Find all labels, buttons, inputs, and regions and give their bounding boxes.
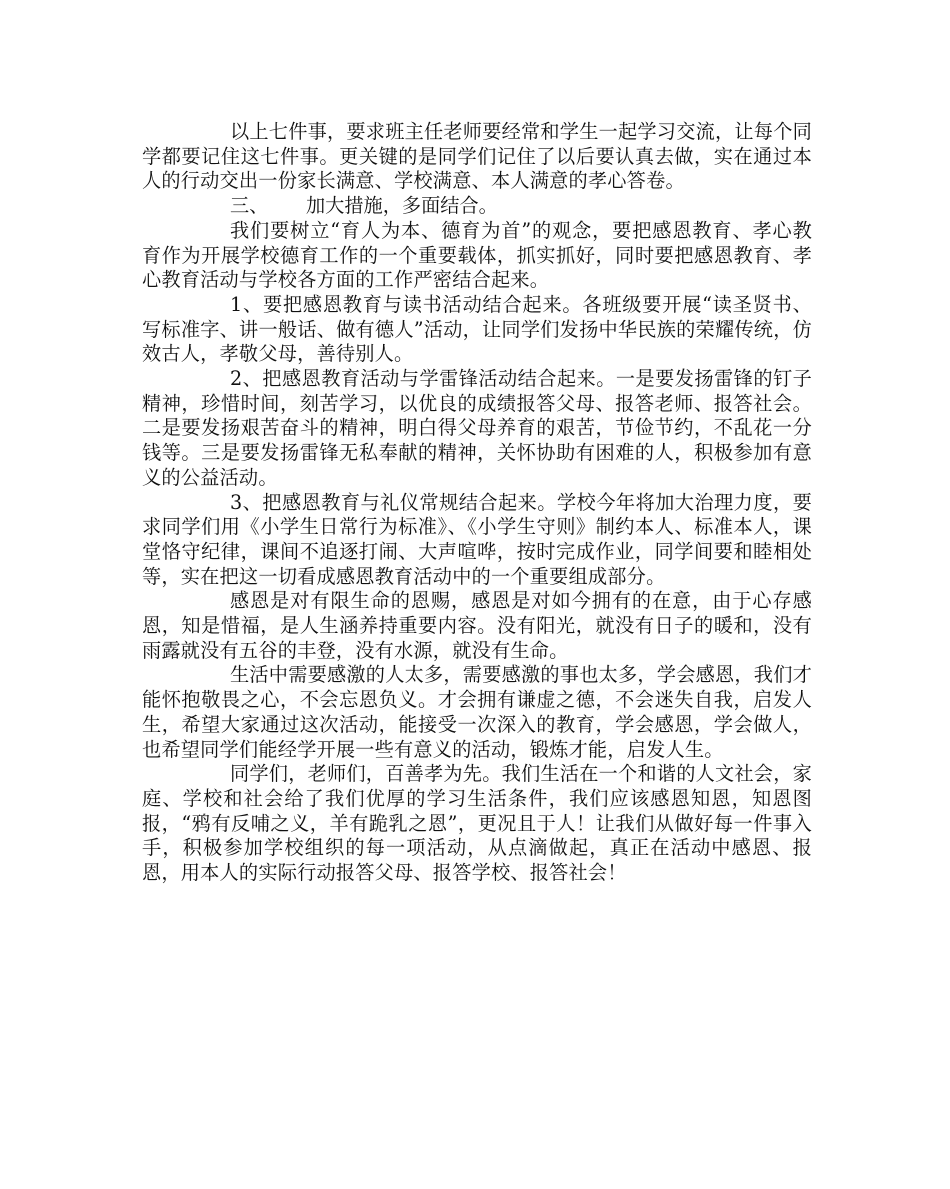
paragraph-item-2: 2、把感恩教育活动与学雷锋活动结合起来。一是要发扬雷锋的钉子精神，珍惜时间，刻苦学习，以优良的成绩报答父母、报答老师、报答社会。二是要发扬艰苦奋斗的精神，明白得父母养育的艰苦，节俭节约，不乱花一分钱等。三是要发扬雷锋无私奉献的精神，关怀协助有困难的人，积极参加有意义的公益活动。 [142, 367, 812, 489]
paragraph-closing: 同学们，老师们，百善孝为先。我们生活在一个和谐的人文社会，家庭、学校和社会给了我们优厚的学习生活条件，我们应该感恩知恩，知恩图报，“鸦有反哺之义，羊有跪乳之恩”，更况且于人！让我们从做好每一件事入手，积极参加学校组织的每一项活动，从点滴做起，真正在活动中感恩、报恩，用本人的实际行动报答父母、报答学校、报答社会！ [142, 762, 812, 885]
paragraph-gratitude: 感恩是对有限生命的恩赐，感恩是对如今拥有的在意，由于心存感恩，知是惜福，是人生涵养持重要内容。没有阳光，就没有日子的暖和，没有雨露就没有五谷的丰登，没有水源，就没有生命。 [142, 589, 812, 662]
document-page [142, 120, 812, 886]
paragraph-seven-things: 以上七件事，要求班主任老师要经常和学生一起学习交流，让每个同学都要记住这七件事。更关键的是同学们记住了以后要认真去做，实在通过本人的行动交出一份家长满意、学校满意、本人满意的孝心答卷。 [142, 120, 812, 193]
section-heading [142, 194, 812, 219]
paragraph-concept: 我们要树立“育人为本、德育为首”的观念，要把感恩教育、孝心教育作为开展学校德育工作的一个重要载体，抓实抓好，同时要把感恩教育、孝心教育活动与学校各方面的工作严密结合起来。 [142, 218, 812, 292]
section-heading-number: 三、 [230, 194, 269, 218]
paragraph-item-1: 1、要把感恩教育与读书活动结合起来。各班级要开展“读圣贤书、写标准字、讲一般话、做有德人”活动，让同学们发扬中华民族的荣耀传统，仿效古人，孝敬父母，善待别人。 [142, 292, 812, 366]
paragraph-life: 生活中需要感激的人太多，需要感激的事也太多，学会感恩，我们才能怀抱敬畏之心，不会忘恩负义。才会拥有谦虚之德，不会迷失自我，启发人生，希望大家通过这次活动，能接受一次深入的教育，学会感恩，学会做人，也希望同学们能经学开展一些有意义的活动，锻炼才能，启发人生。 [142, 663, 812, 761]
paragraph-item-3: 3、把感恩教育与礼仪常规结合起来。学校今年将加大治理力度，要求同学们用《小学生日常行为标准》、《小学生守则》制约本人、标准本人，课堂恪守纪律，课间不追逐打闹、大声喧哗，按时完成作业，同学间要和睦相处等，实在把这一切看成感恩教育活动中的一个重要组成部分。 [142, 490, 812, 588]
section-heading-title: 加大措施，多面结合。 [306, 194, 498, 218]
